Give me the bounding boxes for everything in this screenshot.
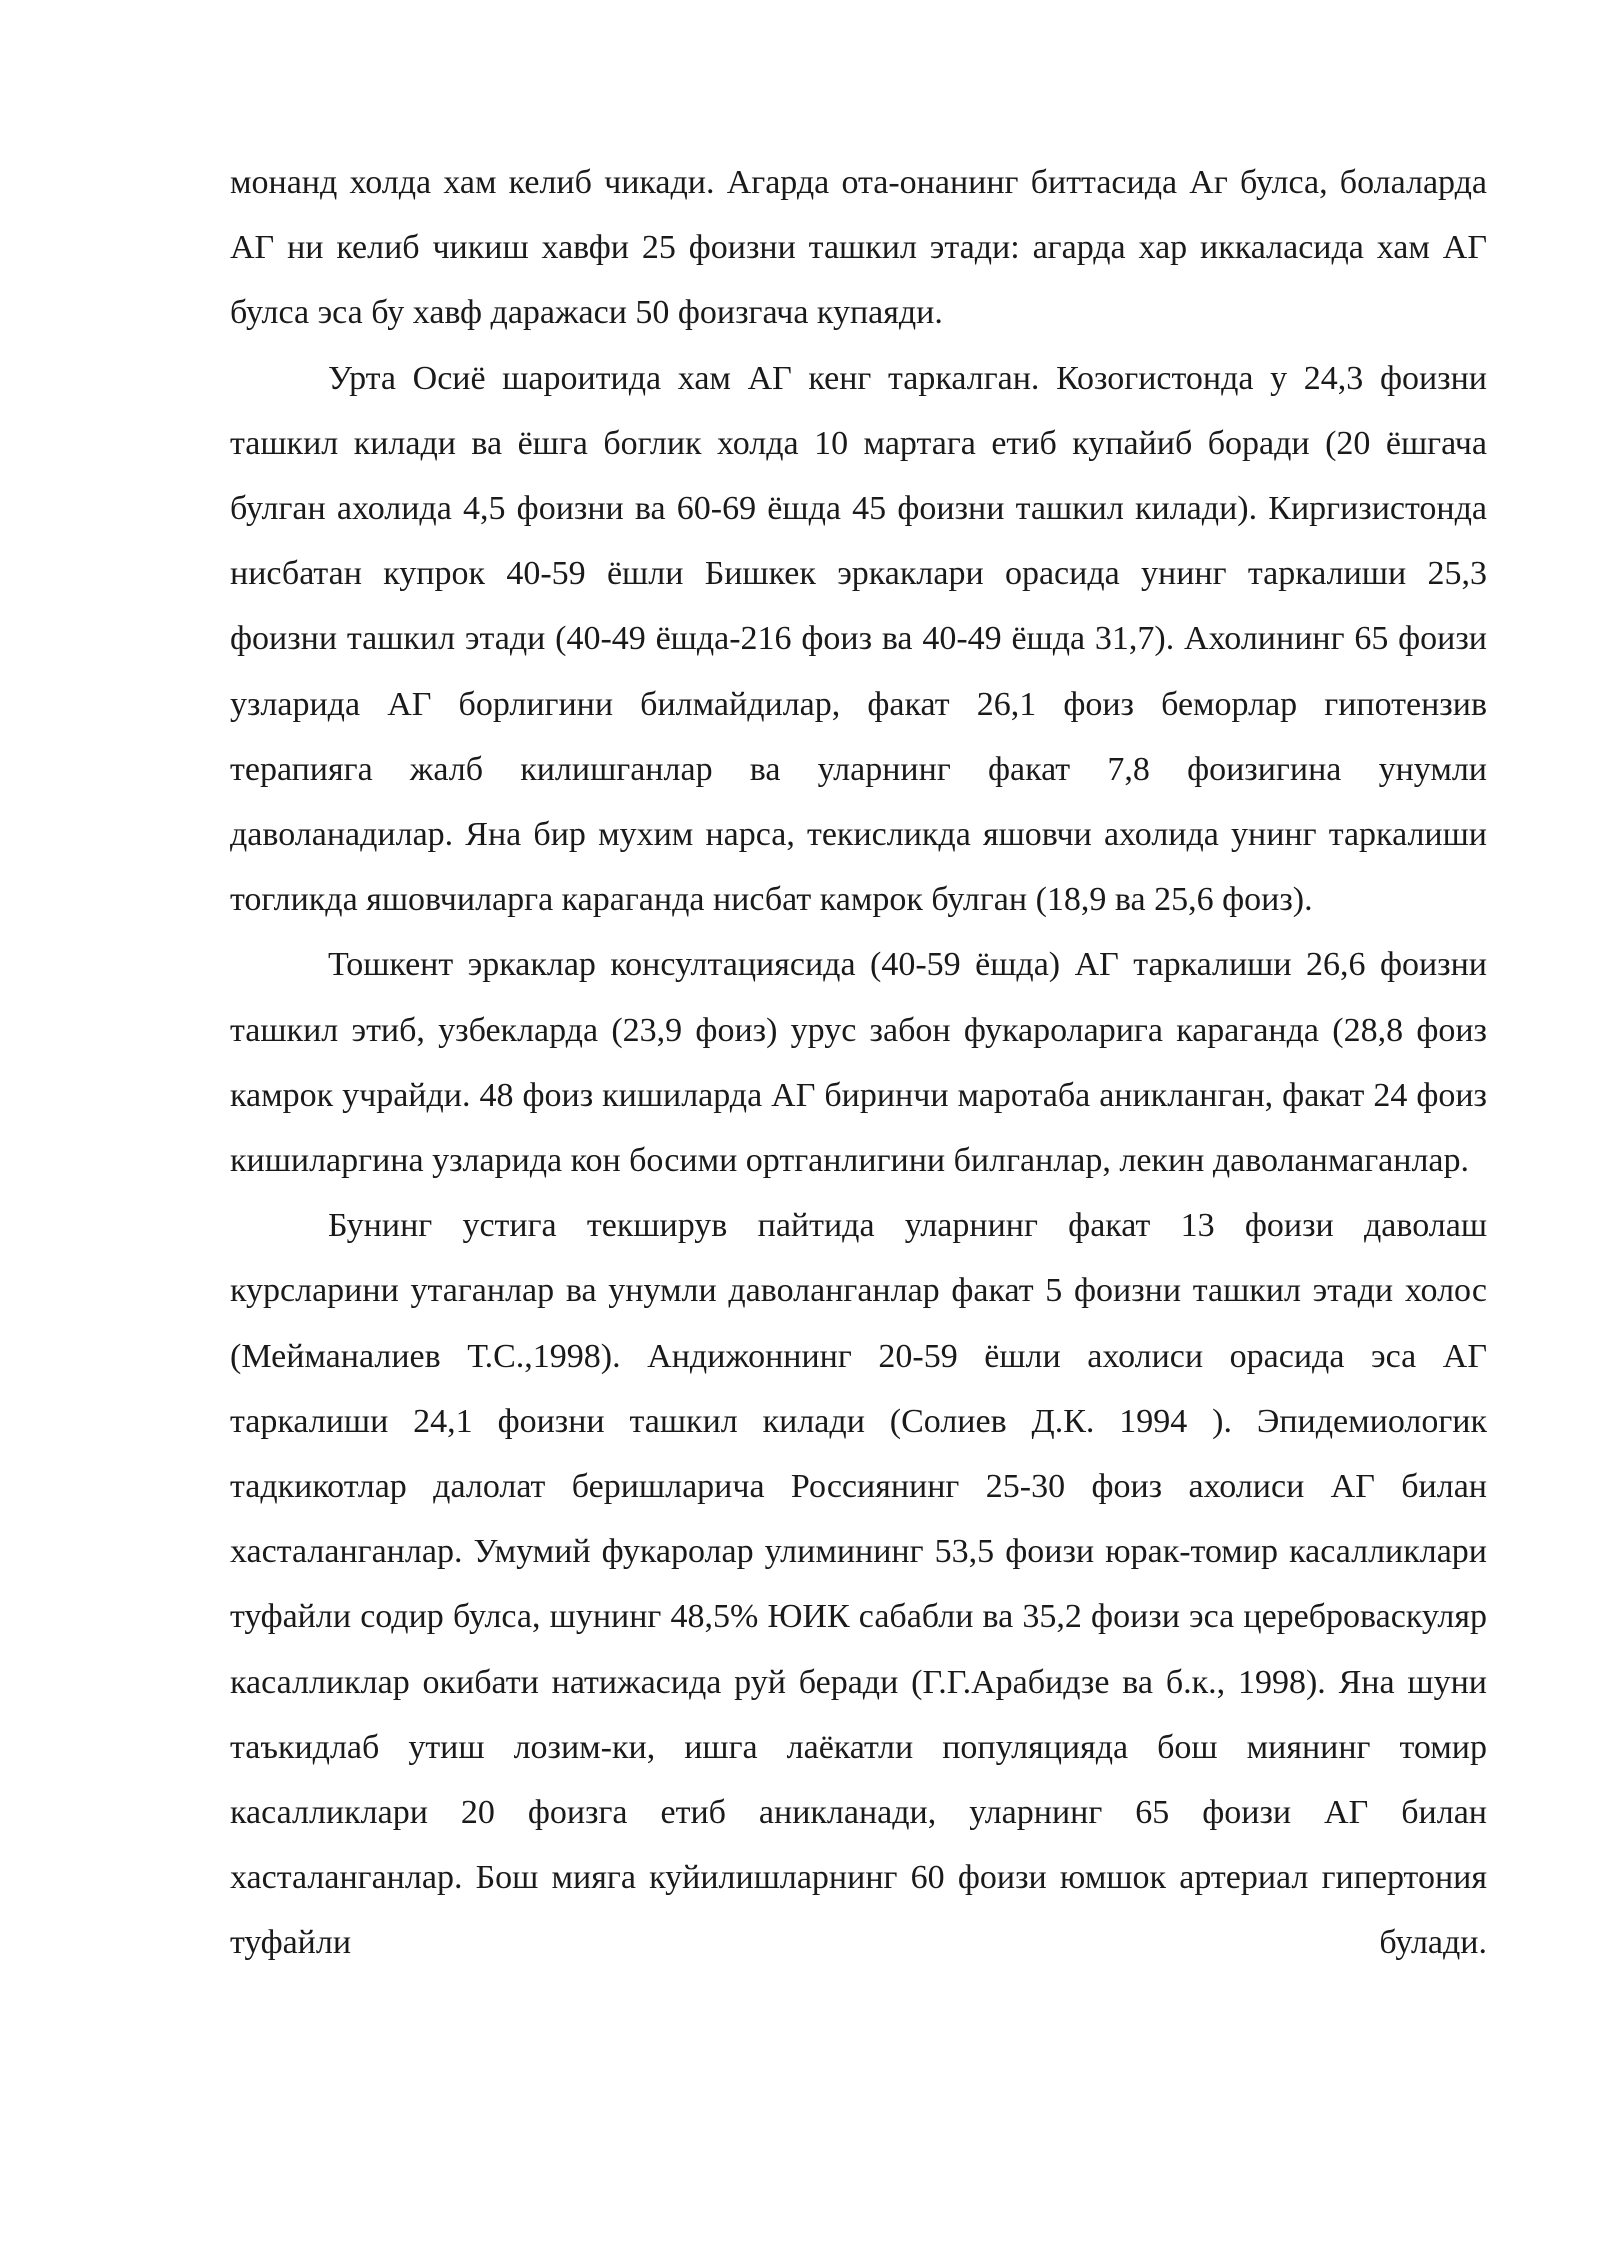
paragraph-tashkent: Тошкент эркаклар консултациясида (40-59 ёшда) АГ таркалиши 26,6 фоизни ташкил этиб, узбекларда (23,9 фоиз) урус забон фукароларига караганда (28,8 фоиз камрок учрайди. 48 фоиз кишиларда АГ биринчи маротаба аникланган, факат 24 фоиз кишиларгина узларида кон босими ортганлигини билганлар, лекин даволанмаганлар.	[230, 946, 1487, 1180]
paragraph-treatment: Бунинг устига текширув пайтида уларнинг факат 13 фоизи даволаш курсларини утаганлар ва унумли даволанганлар факат 5 фоизни ташкил этади холос (Мейманалиев Т.С.,1998). Андижоннинг 20-59 ёшли ахолиси орасида эса АГ таркалиши 24,1 фоизни ташкил килади (Солиев Д.К. 1994 ). Эпидемиологик тадкикотлар далолат беришларича Россиянинг 25-30 фоиз ахолиси АГ билан хасталанганлар. Умумий фукаролар улимининг 53,5 фоизи юрак-томир касалликлари туфайли содир булса, шунинг 48,5% ЮИК сабабли ва 35,2 фоизи эса цереброваскуляр касалликлар окибати натижасида руй беради (Г.Г.Арабидзе ва б.к., 1998). Яна шуни таъкидлаб утиш лозим-ки, ишга лаёкатли популяцияда бош миянинг томир касалликлари 20 фоизга етиб аникланади, уларнинг 65 фоизи АГ билан хасталанганлар. Бош мияга куйилишларнинг 60 фоизи юмшок артериал гипертония туфайли булади.	[230, 1207, 1487, 1962]
paragraph-central-asia: Урта Осиё шароитида хам АГ кенг таркалган. Козогистонда у 24,3 фоизни ташкил килади ва ёшга боглик холда 10 мартага етиб купайиб боради (20 ёшгача булган ахолида 4,5 фоизни ва 60-69 ёшда 45 фоизни ташкил килади). Киргизистонда нисбатан купрок 40-59 ёшли Бишкек эркаклари орасида унинг таркалиши 25,3 фоизни ташкил этади (40-49 ёшда-216 фоиз ва 40-49 ёшда 31,7). Ахолининг 65 фоизи узларида АГ борлигини билмайдилар, факат 26,1 фоиз беморлар гипотензив терапияга жалб килишганлар ва уларнинг факат 7,8 фоизигина унумли даволанадилар. Яна бир мухим нарса, текисликда яшовчи ахолида унинг таркалиши тогликда яшовчиларга караганда нисбат камрок булган (18,9 ва 25,6 фоиз).	[230, 359, 1487, 919]
paragraph-continuation: монанд холда хам келиб чикади. Агарда ота-онанинг биттасида Аг булса, болаларда АГ ни келиб чикиш хавфи 25 фоизни ташкил этади: агарда хар иккаласида хам АГ булса эса бу хавф даражаси 50 фоизгача купаяди.	[230, 164, 1487, 332]
body-text	[230, 150, 1487, 1976]
